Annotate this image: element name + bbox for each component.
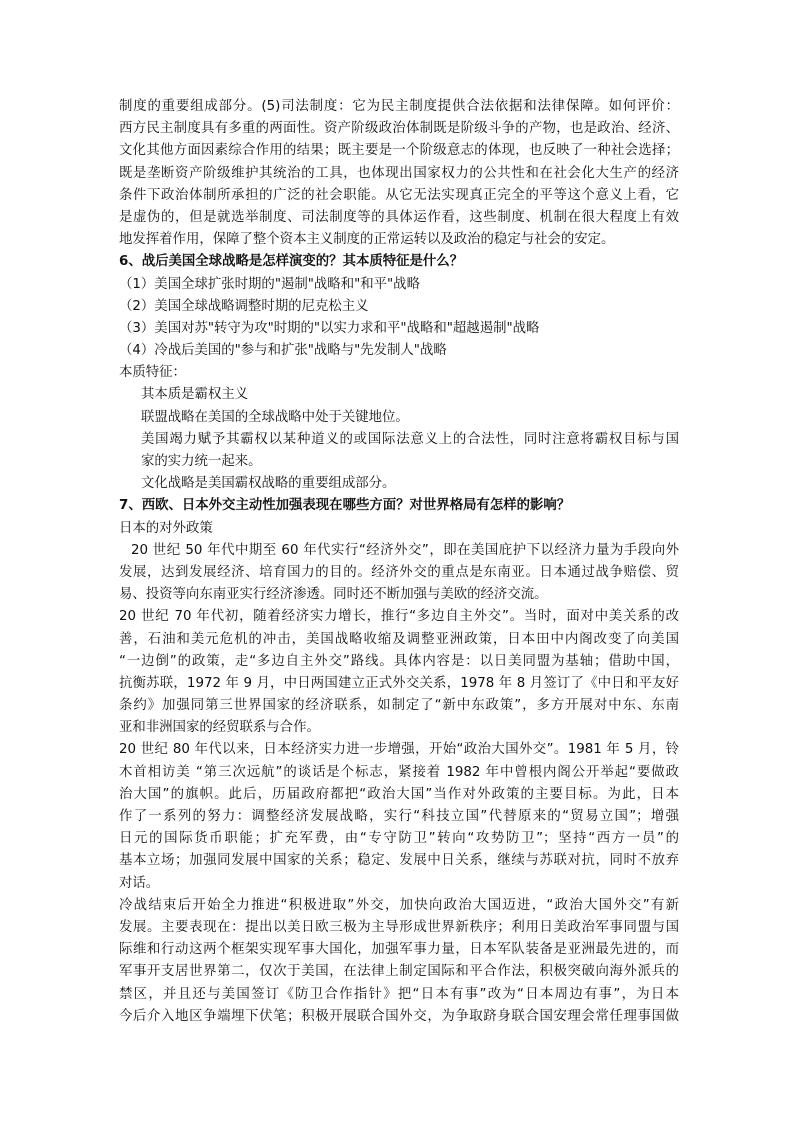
text-line: 条约》加强同第三世界国家的经济联系，如制定了“新中东政策”，多方开展对中东、东南 (119, 698, 679, 714)
list-item: （2）美国全球战略调整时期的尼克松主义 (119, 298, 369, 314)
text-line: 发展，达到发展经济、培育国力的目的。经济外交的重点是东南亚。日本通过战争赔偿、贸 (119, 564, 679, 580)
text-line: 文化战略是美国霸权战略的重要组成部分。 (141, 476, 396, 492)
text-line: 美国竭力赋予其霸权以某种道义的或国际法意义上的合法性，同时注意将霸权目标与国 (141, 431, 679, 447)
text-line: 日元的国际货币职能；扩充军费，由“专守防卫”转向“攻势防卫”；坚持“西方一员”的 (119, 831, 679, 847)
section-label: 本质特征： (119, 365, 186, 381)
text-line: 联盟战略在美国的全球战略中处于关键地位。 (141, 409, 409, 425)
text-line: 木首相访美 “第三次远航”的谈话是个标志，紧接着 1982 年中曾根内阁公开举起“要做政 (119, 764, 679, 780)
question-heading: 6、战后美国全球战略是怎样演变的？其本质特征是什么？ (119, 254, 464, 270)
text-line: 抗衡苏联，1972 年 9 月，中日两国建立正式外交关系，1978 年 8 月签订了《中日和平友好 (119, 675, 679, 691)
text-line: 条件下政治体制所承担的广泛的社会职能。从它无法实现真正完全的平等这个意义上看，它 (119, 187, 679, 203)
text-line: 家的实力统一起来。 (141, 454, 262, 469)
list-item: （4）冷战后美国的"参与和扩张"战略与"先发制人"战略 (119, 343, 447, 359)
text-line: 文化其他方面因素综合作用的结果；既主要是一个阶级意志的体现，也反映了一种社会选择； (119, 143, 679, 159)
document-page (119, 96, 679, 1028)
text-line: 对话。 (119, 875, 160, 891)
text-line: 20 世纪 50 年代中期至 60 年代实行“经济外交”，即在美国庇护下以经济力量为手段向外 (131, 542, 679, 558)
text-line: 军事开支居世界第二，仅次于美国，在法律上制定国际和平合作法，积极突破向海外派兵的 (119, 964, 679, 980)
text-line: 是虚伪的，但是就选举制度、司法制度等的具体运作看，这些制度、机制在很大程度上有效 (119, 209, 679, 225)
section-label: 日本的对外政策 (119, 520, 213, 536)
text-line: 地发挥着作用，保障了整个资本主义制度的正常运转以及政治的稳定与社会的安定。 (119, 232, 615, 248)
text-line: 基本立场；加强同发展中国家的关系；稳定、发展中日关系，继续与苏联对抗，同时不放弃 (119, 853, 679, 869)
text-line: 冷战结束后开始全力推进“积极进取”外交，加快向政治大国迈进，“政治大国外交”有新 (119, 897, 679, 913)
text-line: “一边倒”的政策，走“多边自主外交”路线。具体内容是：以日美同盟为基轴；借助中国， (119, 653, 679, 669)
text-line: 20 世纪 70 年代初，随着经济实力增长，推行“多边自主外交”。当时，面对中美关系的改 (119, 609, 679, 625)
list-item: （3）美国对苏"转守为攻"时期的"以实力求和平"战略和"超越遏制"战略 (119, 320, 540, 336)
text-line: 发展。主要表现在：提出以美日欧三极为主导形成世界新秩序；利用日美政治军事同盟与国 (119, 919, 679, 935)
question-heading: 7、西欧、日本外交主动性加强表现在哪些方面？对世界格局有怎样的影响？ (119, 498, 571, 514)
list-item: （1）美国全球扩张时期的"遏制"战略和"和平"战略 (119, 276, 420, 292)
text-line: 治大国”的旗帜。此后，历届政府都把“政治大国”当作对外政策的主要目标。为此，日本 (119, 786, 679, 802)
text-line: 易、投资等向东南亚实行经济渗透。同时还不断加强与美欧的经济交流。 (119, 587, 548, 603)
text-line: 既是垄断资产阶级维护其统治的工具，也体现出国家权力的公共性和在社会化大生产的经济 (119, 165, 679, 181)
text-line: 西方民主制度具有多重的两面性。资产阶级政治体制既是阶级斗争的产物，也是政治、经济、 (119, 121, 679, 137)
text-line: 善，石油和美元危机的冲击，美国战略收缩及调整亚洲政策，日本田中内阁改变了向美国 (119, 631, 679, 647)
text-line: 今后介入地区争端埋下伏笔；积极开展联合国外交，为争取跻身联合国安理会常任理事国做 (119, 1008, 679, 1024)
text-line: 际维和行动这两个框架实现军事大国化，加强军事力量，日本军队装备是亚洲最先进的，而 (119, 942, 679, 958)
text-line: 其本质是霸权主义 (141, 387, 249, 403)
text-line: 制度的重要组成部分。(5)司法制度：它为民主制度提供合法依据和法律保障。如何评价： (119, 99, 679, 114)
text-line: 亚和非洲国家的经贸联系与合作。 (119, 720, 320, 736)
text-line: 20 世纪 80 年代以来，日本经济实力进一步增强，开始“政治大国外交”。1981 年 5 月，铃 (119, 742, 679, 758)
text-line: 作了一系列的努力：调整经济发展战略，实行“科技立国”代替原来的“贸易立国”；增强 (119, 809, 679, 824)
text-line: 禁区，并且还与美国签订《防卫合作指针》把“日本有事”改为“日本周边有事”，为日本 (119, 986, 679, 1002)
